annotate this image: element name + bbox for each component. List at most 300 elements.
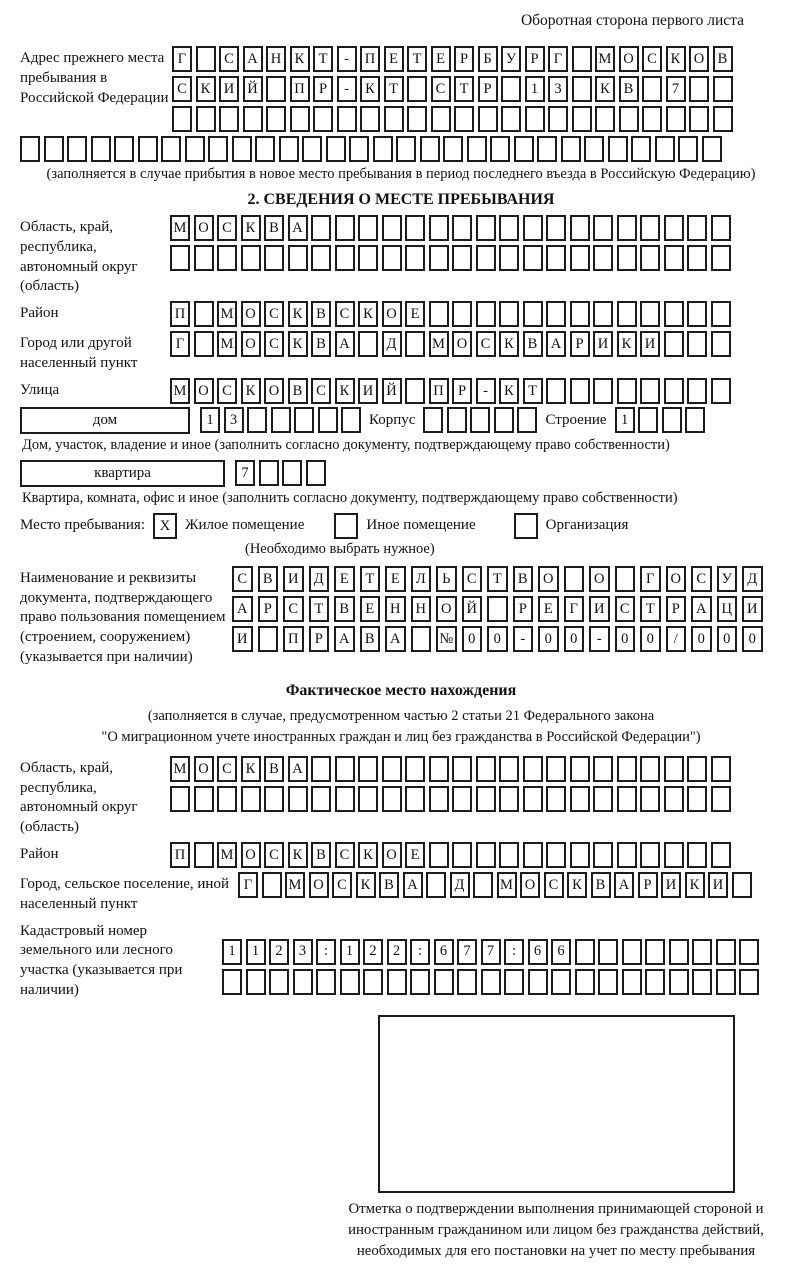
char-box[interactable]: М xyxy=(429,331,449,357)
char-box[interactable] xyxy=(467,136,487,162)
char-box[interactable]: П xyxy=(170,301,190,327)
char-box[interactable]: 6 xyxy=(434,939,454,965)
char-box[interactable] xyxy=(269,969,289,995)
char-box[interactable]: 6 xyxy=(551,939,571,965)
char-box[interactable] xyxy=(692,939,712,965)
char-box[interactable] xyxy=(640,245,660,271)
char-box[interactable]: В xyxy=(379,872,399,898)
char-box[interactable] xyxy=(476,215,496,241)
char-box[interactable] xyxy=(711,378,731,404)
char-box[interactable] xyxy=(288,245,308,271)
char-box[interactable] xyxy=(382,245,402,271)
char-box[interactable] xyxy=(687,245,707,271)
char-box[interactable] xyxy=(358,215,378,241)
char-box[interactable]: О xyxy=(520,872,540,898)
char-box[interactable]: 3 xyxy=(224,407,244,433)
char-box[interactable] xyxy=(405,756,425,782)
char-box[interactable] xyxy=(429,756,449,782)
char-box[interactable]: Д xyxy=(450,872,470,898)
char-box[interactable]: К xyxy=(499,378,519,404)
char-box[interactable] xyxy=(711,786,731,812)
char-box[interactable] xyxy=(217,245,237,271)
char-box[interactable] xyxy=(358,331,378,357)
char-box[interactable] xyxy=(358,786,378,812)
char-box[interactable]: Т xyxy=(487,566,508,592)
char-box[interactable] xyxy=(476,842,496,868)
char-box[interactable] xyxy=(258,626,279,652)
char-box[interactable]: М xyxy=(217,301,237,327)
char-box[interactable]: Г xyxy=(564,596,585,622)
char-box[interactable]: Й xyxy=(243,76,263,102)
char-box[interactable] xyxy=(20,136,40,162)
char-box[interactable] xyxy=(692,969,712,995)
char-box[interactable]: С xyxy=(283,596,304,622)
char-box[interactable]: С xyxy=(615,596,636,622)
char-box[interactable] xyxy=(713,76,733,102)
char-box[interactable]: С xyxy=(332,872,352,898)
char-box[interactable]: И xyxy=(283,566,304,592)
char-box[interactable] xyxy=(335,786,355,812)
char-box[interactable] xyxy=(476,786,496,812)
char-box[interactable] xyxy=(494,407,514,433)
char-box[interactable]: С xyxy=(335,301,355,327)
char-box[interactable] xyxy=(476,301,496,327)
char-box[interactable]: Г xyxy=(640,566,661,592)
char-box[interactable] xyxy=(407,106,427,132)
char-box[interactable] xyxy=(617,301,637,327)
char-box[interactable]: Д xyxy=(309,566,330,592)
char-box[interactable]: К xyxy=(617,331,637,357)
char-box[interactable] xyxy=(593,786,613,812)
char-box[interactable] xyxy=(640,842,660,868)
char-box[interactable] xyxy=(687,786,707,812)
char-box[interactable] xyxy=(687,331,707,357)
char-box[interactable]: А xyxy=(243,46,263,72)
char-box[interactable] xyxy=(575,969,595,995)
char-box[interactable] xyxy=(687,756,707,782)
char-box[interactable] xyxy=(584,136,604,162)
char-box[interactable] xyxy=(561,136,581,162)
char-box[interactable] xyxy=(523,301,543,327)
char-box[interactable] xyxy=(431,106,451,132)
char-box[interactable] xyxy=(222,969,242,995)
char-box[interactable] xyxy=(617,245,637,271)
char-box[interactable]: М xyxy=(595,46,615,72)
char-box[interactable] xyxy=(662,407,682,433)
char-box[interactable]: Т xyxy=(407,46,427,72)
char-box[interactable] xyxy=(382,786,402,812)
char-box[interactable] xyxy=(608,136,628,162)
char-box[interactable] xyxy=(523,786,543,812)
char-box[interactable]: О xyxy=(264,378,284,404)
char-box[interactable]: И xyxy=(640,331,660,357)
char-box[interactable] xyxy=(457,969,477,995)
char-box[interactable]: П xyxy=(170,842,190,868)
char-box[interactable] xyxy=(170,786,190,812)
char-box[interactable]: И xyxy=(742,596,763,622)
char-box[interactable] xyxy=(382,215,402,241)
char-box[interactable]: В xyxy=(713,46,733,72)
char-box[interactable]: Р xyxy=(666,596,687,622)
char-box[interactable]: - xyxy=(476,378,496,404)
char-box[interactable] xyxy=(537,136,557,162)
char-box[interactable]: С xyxy=(335,842,355,868)
char-box[interactable]: В xyxy=(523,331,543,357)
char-box[interactable] xyxy=(241,786,261,812)
char-box[interactable] xyxy=(470,407,490,433)
char-box[interactable] xyxy=(246,969,266,995)
char-box[interactable] xyxy=(311,786,331,812)
char-box[interactable]: Т xyxy=(523,378,543,404)
char-box[interactable] xyxy=(326,136,346,162)
char-box[interactable]: К xyxy=(288,331,308,357)
char-box[interactable] xyxy=(570,215,590,241)
char-box[interactable]: 7 xyxy=(481,939,501,965)
char-box[interactable]: У xyxy=(501,46,521,72)
char-box[interactable]: Н xyxy=(266,46,286,72)
checkbox-other-premises[interactable] xyxy=(334,513,358,539)
char-box[interactable]: 1 xyxy=(525,76,545,102)
char-box[interactable]: № xyxy=(436,626,457,652)
char-box[interactable] xyxy=(689,76,709,102)
char-box[interactable] xyxy=(405,245,425,271)
char-box[interactable]: П xyxy=(283,626,304,652)
char-box[interactable]: С xyxy=(264,842,284,868)
char-box[interactable]: С xyxy=(642,46,662,72)
char-box[interactable] xyxy=(302,136,322,162)
char-box[interactable]: 0 xyxy=(742,626,763,652)
char-box[interactable]: К xyxy=(499,331,519,357)
char-box[interactable] xyxy=(481,969,501,995)
char-box[interactable] xyxy=(664,301,684,327)
char-box[interactable] xyxy=(194,331,214,357)
char-box[interactable] xyxy=(546,786,566,812)
char-box[interactable]: Л xyxy=(411,566,432,592)
char-box[interactable] xyxy=(575,939,595,965)
char-box[interactable] xyxy=(711,756,731,782)
char-box[interactable] xyxy=(452,301,472,327)
char-box[interactable] xyxy=(548,106,568,132)
char-box[interactable] xyxy=(337,106,357,132)
char-box[interactable]: О xyxy=(241,301,261,327)
char-box[interactable] xyxy=(243,106,263,132)
char-box[interactable]: - xyxy=(337,76,357,102)
char-box[interactable]: И xyxy=(358,378,378,404)
char-box[interactable] xyxy=(293,969,313,995)
char-box[interactable]: / xyxy=(666,626,687,652)
char-box[interactable] xyxy=(664,842,684,868)
char-box[interactable] xyxy=(373,136,393,162)
char-box[interactable] xyxy=(429,301,449,327)
char-box[interactable] xyxy=(617,842,637,868)
char-box[interactable] xyxy=(631,136,651,162)
char-box[interactable]: К xyxy=(356,872,376,898)
char-box[interactable] xyxy=(664,245,684,271)
char-box[interactable] xyxy=(702,136,722,162)
char-box[interactable] xyxy=(687,301,707,327)
char-box[interactable] xyxy=(434,969,454,995)
char-box[interactable]: Е xyxy=(360,596,381,622)
char-box[interactable] xyxy=(523,215,543,241)
char-box[interactable] xyxy=(732,872,752,898)
char-box[interactable] xyxy=(114,136,134,162)
char-box[interactable] xyxy=(711,301,731,327)
char-box[interactable]: И xyxy=(708,872,728,898)
char-box[interactable] xyxy=(501,76,521,102)
char-box[interactable]: К xyxy=(288,842,308,868)
char-box[interactable]: 1 xyxy=(246,939,266,965)
char-box[interactable]: 7 xyxy=(457,939,477,965)
char-box[interactable] xyxy=(91,136,111,162)
char-box[interactable]: 0 xyxy=(717,626,738,652)
char-box[interactable]: Р xyxy=(454,46,474,72)
char-box[interactable] xyxy=(262,872,282,898)
char-box[interactable]: А xyxy=(546,331,566,357)
char-box[interactable] xyxy=(669,939,689,965)
char-box[interactable] xyxy=(711,842,731,868)
char-box[interactable] xyxy=(429,215,449,241)
char-box[interactable] xyxy=(405,331,425,357)
char-box[interactable] xyxy=(664,215,684,241)
char-box[interactable] xyxy=(443,136,463,162)
char-box[interactable]: К xyxy=(196,76,216,102)
char-box[interactable] xyxy=(311,245,331,271)
char-box[interactable] xyxy=(255,136,275,162)
char-box[interactable]: М xyxy=(285,872,305,898)
char-box[interactable]: - xyxy=(337,46,357,72)
char-box[interactable] xyxy=(593,301,613,327)
char-box[interactable]: 0 xyxy=(691,626,712,652)
char-box[interactable] xyxy=(311,756,331,782)
char-box[interactable] xyxy=(711,245,731,271)
char-box[interactable]: В xyxy=(311,301,331,327)
char-box[interactable] xyxy=(640,378,660,404)
char-box[interactable]: А xyxy=(385,626,406,652)
char-box[interactable] xyxy=(615,566,636,592)
char-box[interactable]: Р xyxy=(313,76,333,102)
char-box[interactable] xyxy=(423,407,443,433)
char-box[interactable]: 3 xyxy=(293,939,313,965)
char-box[interactable] xyxy=(713,106,733,132)
char-box[interactable] xyxy=(349,136,369,162)
char-box[interactable] xyxy=(478,106,498,132)
char-box[interactable] xyxy=(642,106,662,132)
char-box[interactable]: Р xyxy=(638,872,658,898)
char-box[interactable] xyxy=(185,136,205,162)
char-box[interactable]: О xyxy=(382,301,402,327)
char-box[interactable]: Е xyxy=(405,842,425,868)
char-box[interactable]: Р xyxy=(258,596,279,622)
char-box[interactable]: В xyxy=(288,378,308,404)
char-box[interactable]: Н xyxy=(385,596,406,622)
char-box[interactable]: С xyxy=(264,301,284,327)
char-box[interactable]: У xyxy=(717,566,738,592)
char-box[interactable] xyxy=(546,378,566,404)
char-box[interactable] xyxy=(490,136,510,162)
char-box[interactable] xyxy=(271,407,291,433)
char-box[interactable]: 1 xyxy=(340,939,360,965)
char-box[interactable]: И xyxy=(661,872,681,898)
char-box[interactable]: С xyxy=(264,331,284,357)
char-box[interactable] xyxy=(593,378,613,404)
char-box[interactable]: В xyxy=(360,626,381,652)
char-box[interactable] xyxy=(382,756,402,782)
char-box[interactable]: 0 xyxy=(615,626,636,652)
char-box[interactable]: К xyxy=(685,872,705,898)
char-box[interactable] xyxy=(208,136,228,162)
char-box[interactable]: Е xyxy=(334,566,355,592)
char-box[interactable] xyxy=(318,407,338,433)
char-box[interactable] xyxy=(716,939,736,965)
char-box[interactable] xyxy=(282,460,302,486)
char-box[interactable] xyxy=(570,245,590,271)
char-box[interactable]: 2 xyxy=(269,939,289,965)
char-box[interactable]: : xyxy=(316,939,336,965)
char-box[interactable] xyxy=(340,969,360,995)
char-box[interactable]: Р xyxy=(452,378,472,404)
char-box[interactable]: П xyxy=(429,378,449,404)
checkbox-dwelling[interactable]: X xyxy=(153,513,177,539)
char-box[interactable] xyxy=(279,136,299,162)
char-box[interactable]: 0 xyxy=(487,626,508,652)
char-box[interactable] xyxy=(528,969,548,995)
char-box[interactable] xyxy=(447,407,467,433)
char-box[interactable]: Р xyxy=(309,626,330,652)
char-box[interactable] xyxy=(232,136,252,162)
char-box[interactable] xyxy=(405,786,425,812)
char-box[interactable] xyxy=(306,460,326,486)
char-box[interactable]: О xyxy=(538,566,559,592)
char-box[interactable] xyxy=(546,245,566,271)
char-box[interactable]: К xyxy=(241,378,261,404)
char-box[interactable] xyxy=(546,842,566,868)
char-box[interactable]: 7 xyxy=(666,76,686,102)
char-box[interactable]: Р xyxy=(513,596,534,622)
char-box[interactable]: Й xyxy=(462,596,483,622)
char-box[interactable]: 6 xyxy=(528,939,548,965)
char-box[interactable]: Р xyxy=(525,46,545,72)
char-box[interactable]: В xyxy=(264,756,284,782)
char-box[interactable] xyxy=(617,215,637,241)
char-box[interactable] xyxy=(640,301,660,327)
char-box[interactable] xyxy=(259,460,279,486)
char-box[interactable] xyxy=(622,939,642,965)
char-box[interactable] xyxy=(570,378,590,404)
char-box[interactable] xyxy=(499,786,519,812)
char-box[interactable] xyxy=(288,786,308,812)
char-box[interactable] xyxy=(217,786,237,812)
char-box[interactable]: К xyxy=(290,46,310,72)
char-box[interactable]: В xyxy=(619,76,639,102)
char-box[interactable]: О xyxy=(589,566,610,592)
char-box[interactable]: К xyxy=(241,215,261,241)
char-box[interactable] xyxy=(664,756,684,782)
char-box[interactable] xyxy=(172,106,192,132)
char-box[interactable]: О xyxy=(689,46,709,72)
char-box[interactable] xyxy=(405,215,425,241)
char-box[interactable] xyxy=(570,786,590,812)
char-box[interactable]: 0 xyxy=(564,626,585,652)
char-box[interactable] xyxy=(316,969,336,995)
char-box[interactable]: Г xyxy=(238,872,258,898)
char-box[interactable] xyxy=(313,106,333,132)
char-box[interactable] xyxy=(546,215,566,241)
char-box[interactable] xyxy=(358,245,378,271)
char-box[interactable]: П xyxy=(290,76,310,102)
char-box[interactable] xyxy=(194,842,214,868)
char-box[interactable]: С xyxy=(172,76,192,102)
char-box[interactable] xyxy=(664,786,684,812)
char-box[interactable] xyxy=(739,969,759,995)
char-box[interactable]: В xyxy=(513,566,534,592)
char-box[interactable]: Б xyxy=(478,46,498,72)
char-box[interactable]: - xyxy=(513,626,534,652)
char-box[interactable] xyxy=(454,106,474,132)
char-box[interactable] xyxy=(138,136,158,162)
char-box[interactable]: С xyxy=(311,378,331,404)
char-box[interactable] xyxy=(564,566,585,592)
char-box[interactable]: 7 xyxy=(235,460,255,486)
char-box[interactable] xyxy=(711,331,731,357)
char-box[interactable]: Т xyxy=(454,76,474,102)
char-box[interactable]: : xyxy=(504,939,524,965)
char-box[interactable]: А xyxy=(288,215,308,241)
char-box[interactable]: К xyxy=(360,76,380,102)
char-box[interactable]: О xyxy=(241,331,261,357)
char-box[interactable] xyxy=(499,756,519,782)
char-box[interactable] xyxy=(264,786,284,812)
char-box[interactable] xyxy=(170,245,190,271)
char-box[interactable] xyxy=(501,106,521,132)
char-box[interactable] xyxy=(405,378,425,404)
char-box[interactable]: Д xyxy=(742,566,763,592)
char-box[interactable]: А xyxy=(288,756,308,782)
char-box[interactable] xyxy=(619,106,639,132)
char-box[interactable] xyxy=(687,215,707,241)
char-box[interactable] xyxy=(196,106,216,132)
char-box[interactable] xyxy=(669,969,689,995)
char-box[interactable] xyxy=(452,245,472,271)
char-box[interactable]: 1 xyxy=(615,407,635,433)
char-box[interactable] xyxy=(219,106,239,132)
char-box[interactable] xyxy=(360,106,380,132)
char-box[interactable] xyxy=(523,756,543,782)
char-box[interactable]: Е xyxy=(405,301,425,327)
char-box[interactable]: М xyxy=(497,872,517,898)
char-box[interactable] xyxy=(572,76,592,102)
char-box[interactable]: В xyxy=(311,842,331,868)
char-box[interactable]: М xyxy=(217,331,237,357)
char-box[interactable] xyxy=(664,378,684,404)
char-box[interactable] xyxy=(525,106,545,132)
char-box[interactable]: А xyxy=(335,331,355,357)
char-box[interactable] xyxy=(640,215,660,241)
char-box[interactable] xyxy=(247,407,267,433)
char-box[interactable]: А xyxy=(614,872,634,898)
char-box[interactable] xyxy=(642,76,662,102)
char-box[interactable] xyxy=(335,245,355,271)
char-box[interactable] xyxy=(689,106,709,132)
char-box[interactable]: М xyxy=(170,215,190,241)
char-box[interactable]: К xyxy=(358,301,378,327)
char-box[interactable] xyxy=(161,136,181,162)
char-box[interactable] xyxy=(666,106,686,132)
char-box[interactable] xyxy=(294,407,314,433)
char-box[interactable] xyxy=(452,842,472,868)
char-box[interactable] xyxy=(546,301,566,327)
char-box[interactable] xyxy=(551,969,571,995)
char-box[interactable]: А xyxy=(334,626,355,652)
